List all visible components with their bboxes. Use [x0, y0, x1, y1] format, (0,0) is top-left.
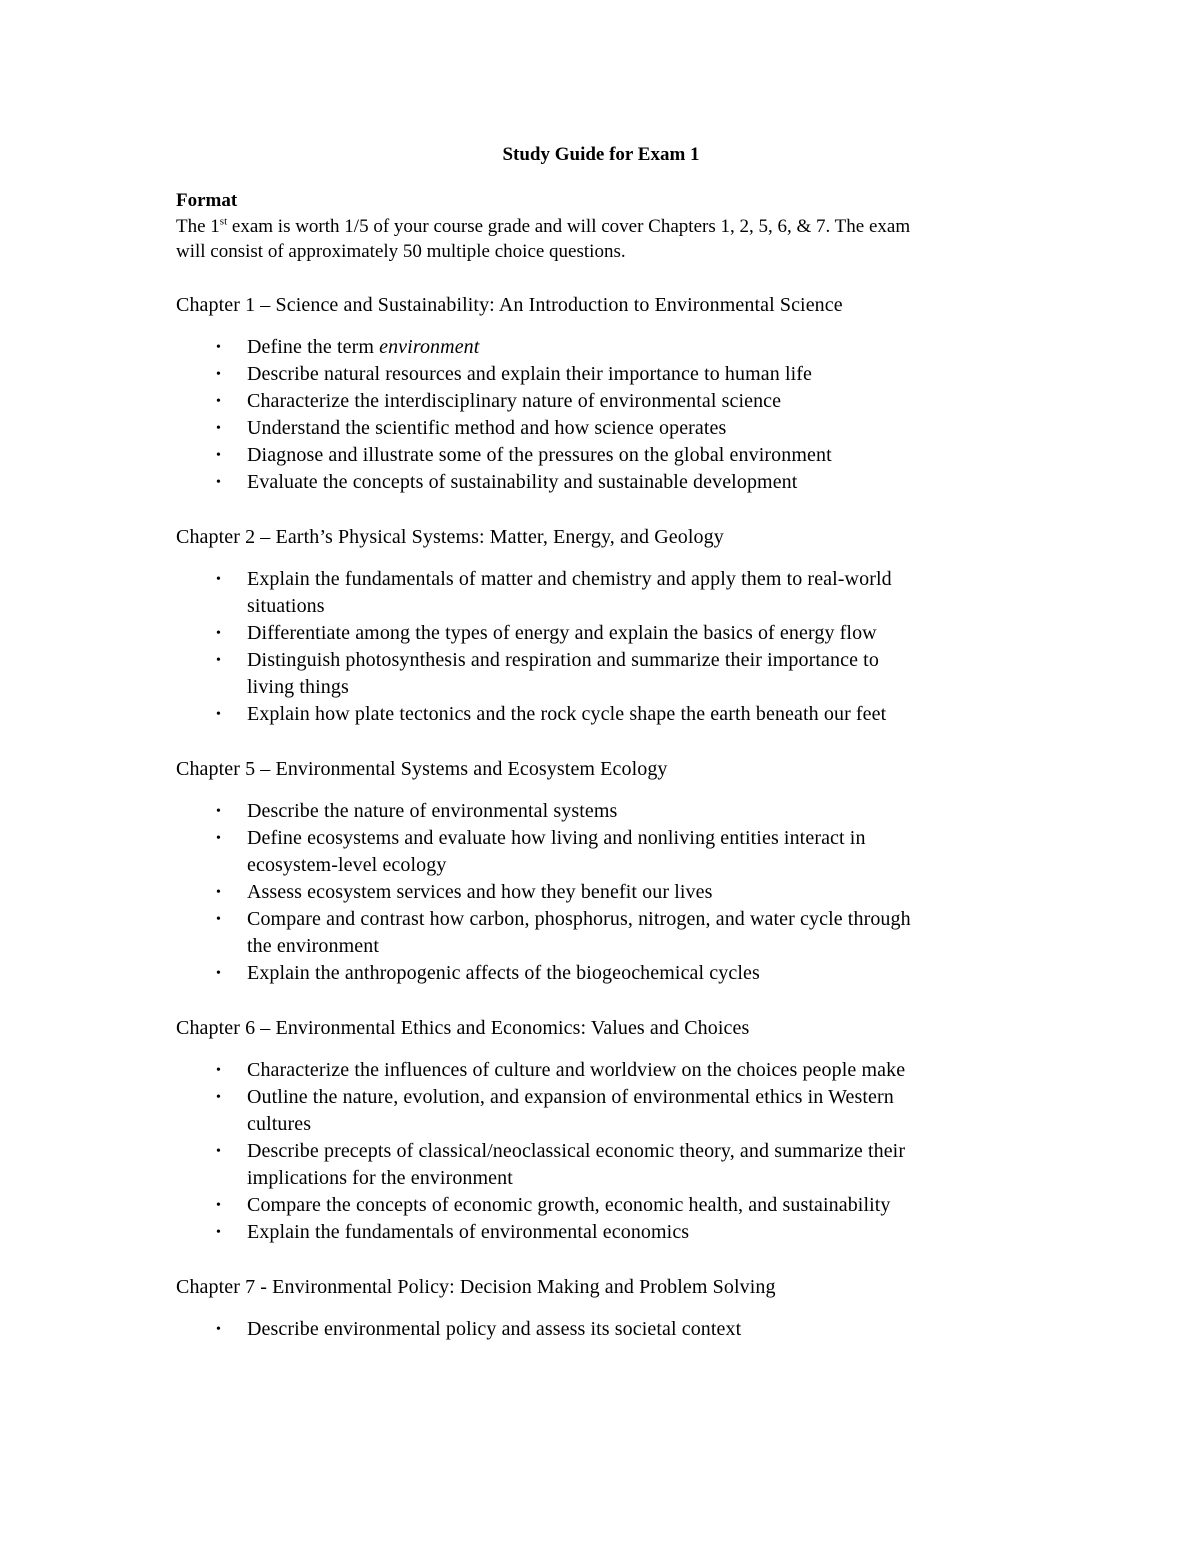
- objective-text: Compare and contrast how carbon, phosphorus, nitrogen, and water cycle through: [247, 908, 911, 930]
- chapter-title: Chapter 2 – Earth’s Physical Systems: Matter, Energy, and Geology: [176, 526, 724, 548]
- format-line1-end: exam is worth 1/5 of your course grade and will cover Chapters 1, 2, 5, 6, & 7. The exam: [227, 216, 911, 237]
- objective-text-continued: cultures: [247, 1113, 312, 1135]
- format-line2: will consist of approximately 50 multiple choice questions.: [176, 241, 626, 262]
- objective-text: Explain the fundamentals of environmental economics: [247, 1221, 690, 1243]
- objective-item: [176, 701, 1026, 728]
- objective-item: [176, 469, 1026, 496]
- objective-item: [176, 1316, 1026, 1343]
- chapter-section: [176, 523, 1026, 728]
- objective-item: [176, 1192, 1026, 1219]
- objective-text: Evaluate the concepts of sustainability and sustainable development: [247, 471, 798, 493]
- objective-text: Describe the nature of environmental systems: [247, 800, 618, 822]
- objective-text: Understand the scientific method and how science operates: [247, 417, 727, 439]
- chapter-title: Chapter 7 - Environmental Policy: Decision Making and Problem Solving: [176, 1276, 776, 1298]
- objective-text: Distinguish photosynthesis and respiration and summarize their importance to: [247, 649, 879, 671]
- objective-text-continued: situations: [247, 595, 325, 617]
- chapter-title: Chapter 5 – Environmental Systems and Ecosystem Ecology: [176, 758, 668, 780]
- objective-list: [176, 1057, 1026, 1246]
- bullet-icon: •: [216, 707, 222, 722]
- bullet-icon: •: [216, 1322, 222, 1337]
- bullet-icon: •: [216, 394, 222, 409]
- objective-list: [176, 1316, 1026, 1343]
- objective-item: [176, 960, 1026, 987]
- objective-item: [176, 1138, 1026, 1192]
- bullet-icon: •: [216, 804, 222, 819]
- objective-text: Characterize the influences of culture and worldview on the choices people make: [247, 1059, 906, 1081]
- chapter-section: [176, 291, 1026, 496]
- objective-item: [176, 620, 1026, 647]
- chapter-title: Chapter 6 – Environmental Ethics and Economics: Values and Choices: [176, 1017, 750, 1039]
- chapter-section: [176, 755, 1026, 987]
- objective-text: Assess ecosystem services and how they benefit our lives: [247, 881, 713, 903]
- objective-list: [176, 334, 1026, 496]
- objective-item: [176, 361, 1026, 388]
- objective-text: Characterize the interdisciplinary nature of environmental science: [247, 390, 782, 412]
- objective-text-continued: living things: [247, 676, 349, 698]
- bullet-icon: •: [216, 912, 222, 927]
- objective-item: [176, 798, 1026, 825]
- objective-text-continued: implications for the environment: [247, 1167, 513, 1189]
- bullet-icon: •: [216, 1090, 222, 1105]
- objective-item: [176, 1057, 1026, 1084]
- format-description: [176, 214, 1026, 264]
- objective-item: [176, 1084, 1026, 1138]
- objective-text: Describe precepts of classical/neoclassical economic theory, and summarize their: [247, 1140, 906, 1162]
- objective-item: [176, 825, 1026, 879]
- objective-list: [176, 566, 1026, 728]
- bullet-icon: •: [216, 1063, 222, 1078]
- chapter-section: [176, 1014, 1026, 1246]
- objective-text-continued: ecosystem-level ecology: [247, 854, 447, 876]
- bullet-icon: •: [216, 367, 222, 382]
- objective-text: Differentiate among the types of energy and explain the basics of energy flow: [247, 622, 877, 644]
- objective-item: [176, 442, 1026, 469]
- document-page: [176, 140, 1026, 1343]
- bullet-icon: •: [216, 448, 222, 463]
- bullet-icon: •: [216, 340, 222, 355]
- objective-item: [176, 415, 1026, 442]
- objective-text: Describe natural resources and explain their importance to human life: [247, 363, 813, 385]
- objective-item: [176, 566, 1026, 620]
- objective-item: [176, 334, 1026, 361]
- bullet-icon: •: [216, 885, 222, 900]
- objective-item: [176, 388, 1026, 415]
- objective-text: Explain the anthropogenic affects of the biogeochemical cycles: [247, 962, 760, 984]
- objective-item: [176, 879, 1026, 906]
- format-line1-superscript: st: [219, 215, 228, 228]
- bullet-icon: •: [216, 831, 222, 846]
- objective-item: [176, 906, 1026, 960]
- bullet-icon: •: [216, 572, 222, 587]
- bullet-icon: •: [216, 966, 222, 981]
- chapter-list: [176, 291, 1026, 1343]
- bullet-icon: •: [216, 475, 222, 490]
- objective-text: Diagnose and illustrate some of the pressures on the global environment: [247, 444, 832, 466]
- objective-text: Explain how plate tectonics and the rock cycle shape the earth beneath our feet: [247, 703, 887, 725]
- objective-text: Describe environmental policy and assess its societal context: [247, 1318, 742, 1340]
- document-title: Study Guide for Exam 1: [502, 144, 700, 165]
- chapter-section: [176, 1273, 1026, 1343]
- objective-emphasis: environment: [379, 336, 480, 358]
- objective-list: [176, 798, 1026, 987]
- objective-text: Explain the fundamentals of matter and chemistry and apply them to real-world: [247, 568, 892, 590]
- objective-item: [176, 647, 1026, 701]
- bullet-icon: •: [216, 421, 222, 436]
- objective-text: Define the term: [247, 336, 380, 358]
- objective-text: Compare the concepts of economic growth, economic health, and sustainability: [247, 1194, 891, 1216]
- bullet-icon: •: [216, 626, 222, 641]
- bullet-icon: •: [216, 653, 222, 668]
- format-heading: Format: [176, 190, 238, 211]
- objective-item: [176, 1219, 1026, 1246]
- bullet-icon: •: [216, 1198, 222, 1213]
- format-section: [176, 188, 1026, 264]
- format-line1-start: The 1: [176, 216, 220, 237]
- chapter-title: Chapter 1 – Science and Sustainability: An Introduction to Environmental Science: [176, 294, 843, 316]
- objective-text: Outline the nature, evolution, and expansion of environmental ethics in Western: [247, 1086, 894, 1108]
- bullet-icon: •: [216, 1225, 222, 1240]
- objective-text: Define ecosystems and evaluate how living and nonliving entities interact in: [247, 827, 866, 849]
- objective-text-continued: the environment: [247, 935, 380, 957]
- bullet-icon: •: [216, 1144, 222, 1159]
